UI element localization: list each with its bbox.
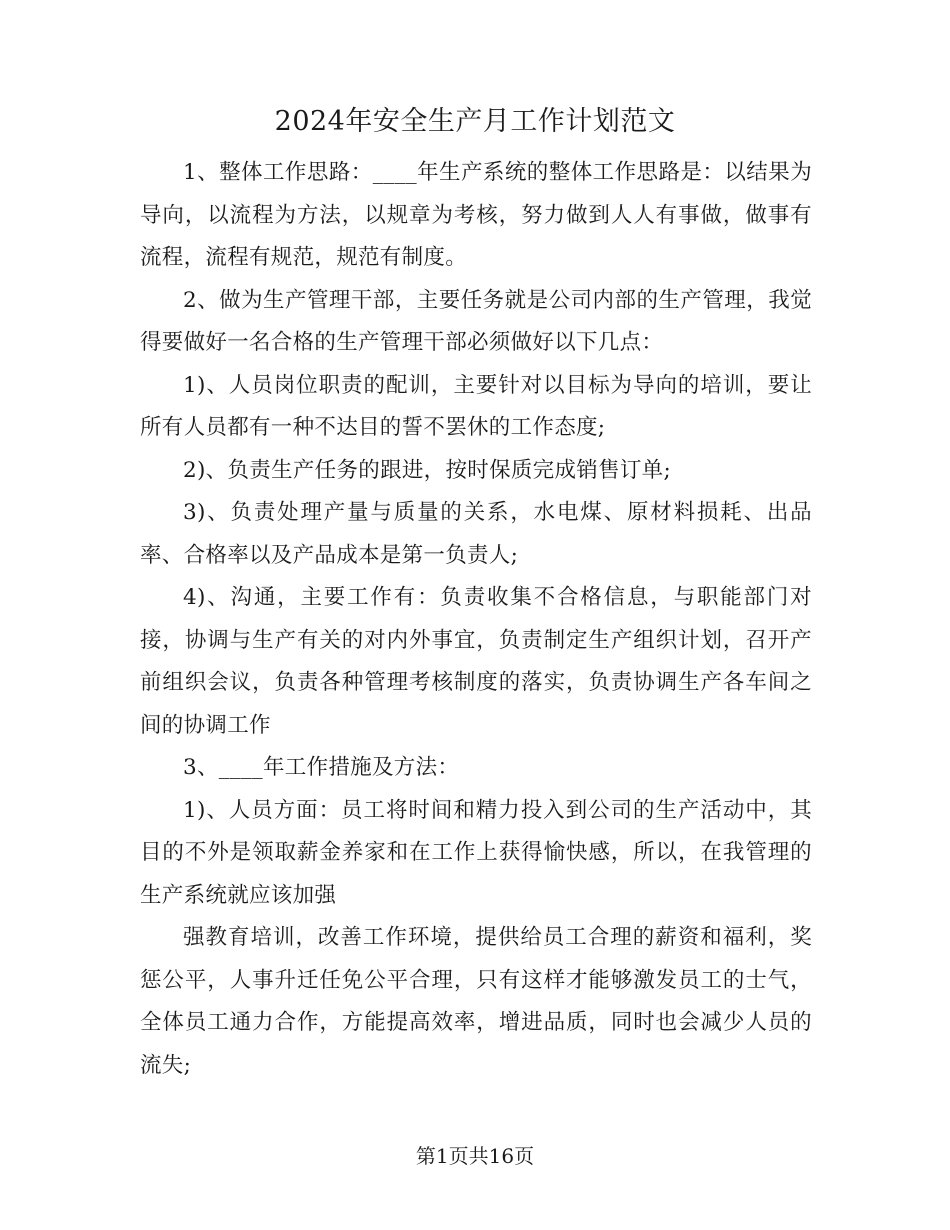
document-title: 2024年安全生产月工作计划范文 xyxy=(274,106,676,137)
page-number-footer: 第1页共16页 xyxy=(415,1144,535,1168)
paragraph-9: 强教育培训，改善工作环境，提供给员工合理的薪资和福利，奖惩公平，人事升迁任免公平合理，只有这样才能够激发员工的士气，全体员工通力合作，方能提高效率，增进品质，同时也会减少人员的流失; xyxy=(140,925,812,1078)
document-body xyxy=(140,152,812,1087)
paragraph-8: 1)、人员方面：员工将时间和精力投入到公司的生产活动中，其目的不外是领取薪金养家和在工作上获得愉快感，所以，在我管理的生产系统就应该加强 xyxy=(140,797,812,908)
paragraph-1: 1、整体工作思路：____年生产系统的整体工作思路是：以结果为导向，以流程为方法，以规章为考核，努力做到人人有事做，做事有流程，流程有规范，规范有制度。 xyxy=(140,160,812,270)
paragraph-4: 2)、负责生产任务的跟进，按时保质完成销售订单; xyxy=(183,457,672,483)
paragraph-3: 1)、人员岗位职责的配训，主要针对以目标为导向的培训，要让所有人员都有一种不达目的誓不罢休的工作态度; xyxy=(140,372,812,440)
paragraph-2: 2、做为生产管理干部，主要任务就是公司内部的生产管理，我觉得要做好一名合格的生产管理干部必须做好以下几点： xyxy=(140,287,812,355)
paragraph-7: 3、____年工作措施及方法： xyxy=(183,755,460,780)
paragraph-5: 3)、负责处理产量与质量的关系，水电煤、原材料损耗、出品率、合格率以及产品成本是第一负责人; xyxy=(140,500,812,568)
paragraph-6: 4)、沟通，主要工作有：负责收集不合格信息，与职能部门对接，协调与生产有关的对内外事宜，负责制定生产组织计划，召开产前组织会议，负责各种管理考核制度的落实，负责协调生产各车间之间的协调工作 xyxy=(140,585,812,738)
